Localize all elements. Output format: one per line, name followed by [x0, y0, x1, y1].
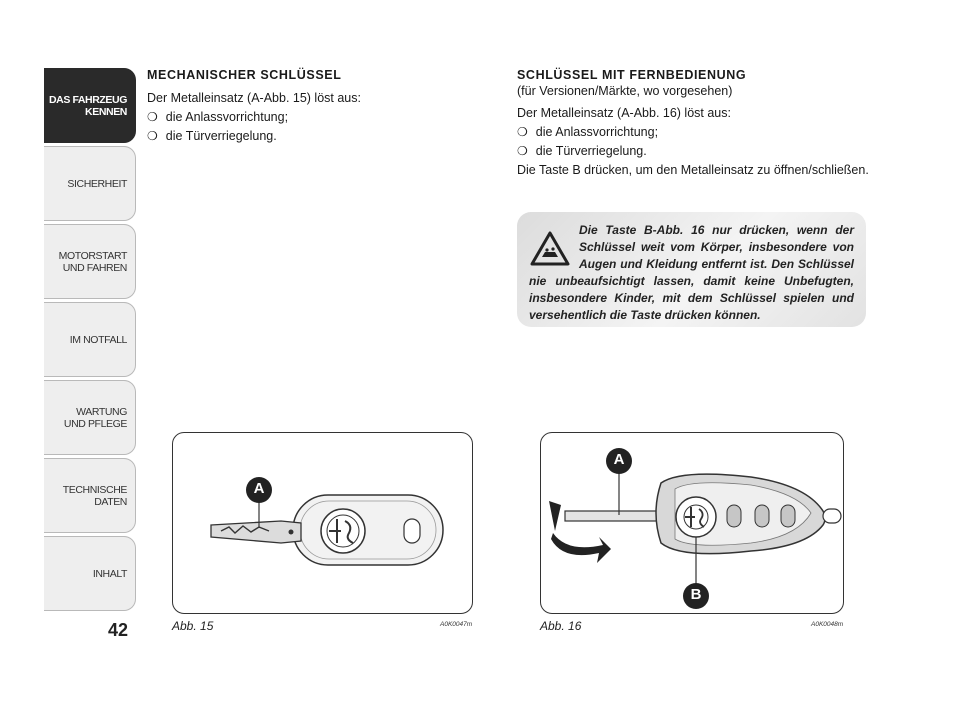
intro-text: Der Metalleinsatz (A-Abb. 15) löst aus:	[147, 91, 361, 105]
figure-16-caption: Abb. 16	[540, 619, 582, 633]
tab-wartung-und-pflege[interactable]	[44, 380, 136, 455]
figure-15-caption: Abb. 15	[172, 619, 214, 633]
chapter-tabs	[44, 68, 136, 614]
tab-im-notfall[interactable]	[44, 302, 136, 377]
list-item	[147, 108, 477, 127]
tab-label: IM NOTFALL	[69, 333, 127, 346]
tab-label: TECHNISCHE DATEN	[62, 483, 127, 508]
callout-a: A	[253, 480, 265, 497]
bullet-circle-icon: ❍	[517, 125, 528, 139]
mechanical-key-illustration	[173, 433, 472, 613]
figure-15	[172, 432, 473, 614]
list-item	[517, 123, 872, 142]
figure-16	[540, 432, 844, 614]
figure-15-code: A0K0047m	[440, 621, 473, 628]
list-item-text: die Türverriegelung.	[535, 144, 647, 158]
figure-16-code: A0K0048m	[811, 621, 844, 628]
tab-label: MOTORSTART UND FAHREN	[58, 249, 127, 274]
list-item	[147, 127, 477, 146]
tab-das-fahrzeug-kennen[interactable]	[44, 68, 136, 143]
bullet-circle-icon: ❍	[517, 144, 528, 158]
section-heading: MECHANISCHER SCHLÜSSEL	[147, 68, 342, 82]
tab-sicherheit[interactable]	[44, 146, 136, 221]
tab-inhalt[interactable]	[44, 536, 136, 611]
tab-motorstart-und-fahren[interactable]	[44, 224, 136, 299]
list-item-text: die Türverriegelung.	[165, 129, 277, 143]
tab-label: SICHERHEIT	[67, 177, 127, 190]
bullet-circle-icon: ❍	[147, 110, 158, 124]
bullet-circle-icon: ❍	[147, 129, 158, 143]
warning-text: Die Taste B-Abb. 16 nur drücken, wenn der Schlüssel weit vom Körper, insbesondere von Augen und Kleidung entfernt ist. Den Schlüssel nie unbeaufsichtigt lassen, damit keine Unbefugten, insbesondere Kinder, mit dem Schlüssel spielen und versehentlich die Taste drücken können.	[529, 223, 854, 322]
section-heading: SCHLÜSSEL MIT FERNBEDIENUNG	[517, 68, 747, 82]
warning-box	[517, 212, 866, 327]
tab-label: WARTUNG UND PFLEGE	[63, 405, 127, 430]
tab-technische-daten[interactable]	[44, 458, 136, 533]
callout-b: B	[690, 586, 702, 603]
list-item	[517, 142, 872, 161]
warning-triangle-icon	[529, 230, 571, 268]
remote-key-section	[517, 68, 872, 180]
callout-a: A	[613, 451, 625, 468]
page-number: 42	[107, 620, 128, 640]
tab-label: INHALT	[92, 567, 127, 580]
mechanical-key-section	[147, 68, 477, 146]
list-item-text: die Anlassvorrichtung;	[165, 110, 289, 124]
outro-text: Die Taste B drücken, um den Metalleinsatz zu öffnen/schließen.	[517, 163, 869, 177]
intro-text: Der Metalleinsatz (A-Abb. 16) löst aus:	[517, 106, 731, 120]
list-item-text: die Anlassvorrichtung;	[535, 125, 659, 139]
tab-label: DAS FAHRZEUG KENNEN	[48, 93, 127, 118]
section-subheading: (für Versionen/Märkte, wo vorgesehen)	[517, 84, 733, 98]
